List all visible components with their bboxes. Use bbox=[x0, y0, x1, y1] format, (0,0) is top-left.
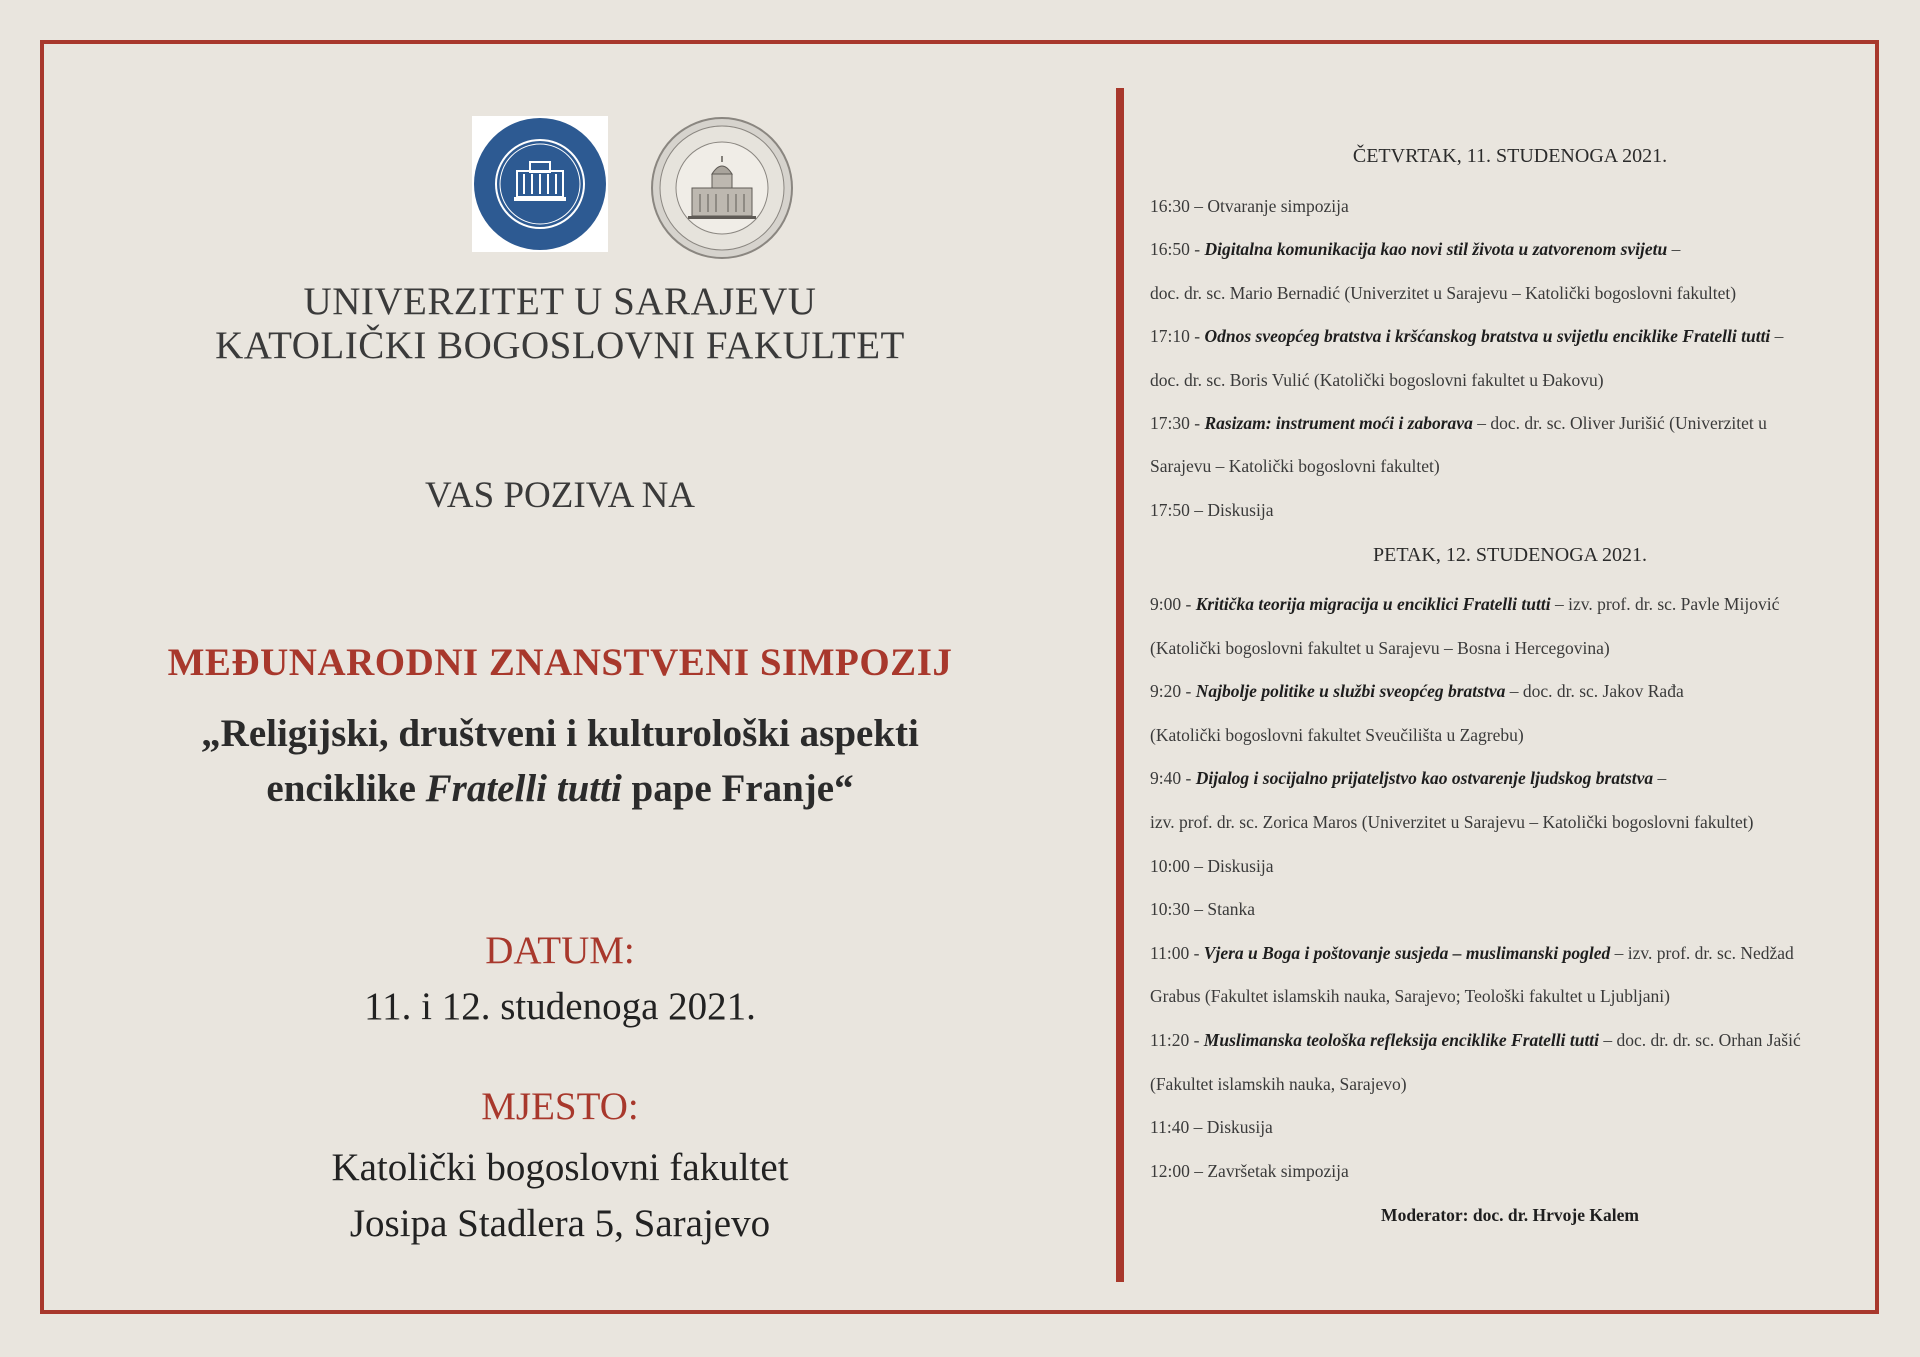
line-speaker: – izv. prof. dr. sc. Pavle Mijović bbox=[1550, 594, 1780, 614]
subtitle-post: pape Franje“ bbox=[621, 767, 854, 810]
line-text: 11:20 - bbox=[1150, 1030, 1204, 1050]
line-text: 16:50 - bbox=[1150, 239, 1205, 260]
line-text: Grabus (Fakultet islamskih nauka, Sarajevo; Teološki fakultet u Ljubljani) bbox=[1150, 986, 1670, 1007]
faculty-line: KATOLIČKI BOGOSLOVNI FAKULTET bbox=[215, 324, 905, 367]
talk-title: Dijalog i socijalno prijateljstvo kao ostvarenje ljudskog bratstva bbox=[1195, 768, 1654, 789]
university-line: UNIVERZITET U SARAJEVU bbox=[303, 280, 817, 323]
program-line bbox=[1150, 768, 1666, 789]
talk-title: Digitalna komunikacija kao novi stil života u zatvorenom svijetu bbox=[1204, 239, 1668, 260]
line-text: Sarajevu – Katolički bogoslovni fakultet) bbox=[1150, 456, 1440, 477]
talk-title: Kritička teorija migracija u enciklici Fratelli tutti bbox=[1195, 594, 1551, 614]
line-text: 17:10 - bbox=[1150, 326, 1205, 347]
program-line bbox=[1150, 1117, 1273, 1138]
talk-title: Odnos sveopćeg bratstva i kršćanskog bratstva u svijetlu enciklike Fratelli tutti bbox=[1204, 326, 1771, 347]
line-text: 16:30 – Otvaranje simpozija bbox=[1150, 196, 1349, 216]
day2-heading: PETAK, 12. STUDENOGA 2021. bbox=[1373, 544, 1647, 566]
line-speaker: – doc. dr. sc. Oliver Jurišić (Univerzitet u bbox=[1472, 413, 1767, 433]
place-value bbox=[60, 1140, 1060, 1252]
line-text: izv. prof. dr. sc. Zorica Maros (Univerzitet u Sarajevu – Katolički bogoslovni fakultet) bbox=[1150, 812, 1754, 832]
faculty-logo bbox=[650, 116, 795, 261]
day1-heading: ČETVRTAK, 11. STUDENOGA 2021. bbox=[1352, 145, 1668, 167]
subtitle-line-1: „Religijski, društveni i kulturološki aspekti bbox=[201, 712, 919, 755]
program-line bbox=[1150, 594, 1779, 615]
program-line bbox=[1150, 986, 1670, 1007]
line-speaker: – bbox=[1667, 239, 1681, 260]
line-text: (Fakultet islamskih nauka, Sarajevo) bbox=[1150, 1073, 1407, 1094]
place-line-1: Katolički bogoslovni fakultet bbox=[331, 1146, 789, 1189]
institution-name bbox=[60, 280, 1060, 368]
line-text: 12:00 – Završetak simpozija bbox=[1150, 1160, 1349, 1181]
program-line bbox=[1150, 681, 1684, 702]
program-line bbox=[1150, 1161, 1349, 1182]
line-text: 9:20 - bbox=[1150, 681, 1196, 702]
place-line-2: Josipa Stadlera 5, Sarajevo bbox=[349, 1202, 771, 1245]
program-line bbox=[1150, 283, 1736, 304]
subtitle-line-2 bbox=[60, 761, 1060, 816]
subtitle-pre: enciklike bbox=[266, 767, 426, 810]
line-text: 9:00 - bbox=[1150, 594, 1196, 614]
line-speaker: – bbox=[1770, 326, 1784, 347]
program-line bbox=[1150, 856, 1273, 877]
place-label: MJESTO: bbox=[481, 1085, 639, 1128]
program-line bbox=[1150, 326, 1783, 347]
date-label: DATUM: bbox=[485, 929, 635, 972]
line-text: 11:40 – Diskusija bbox=[1150, 1117, 1273, 1138]
line-text: 10:00 – Diskusija bbox=[1150, 855, 1274, 876]
line-text: 17:50 – Diskusija bbox=[1150, 499, 1274, 520]
talk-title: Vjera u Boga i poštovanje susjeda – muslimanski pogled bbox=[1203, 942, 1611, 963]
line-text: 17:30 - bbox=[1150, 413, 1205, 433]
program-line bbox=[1150, 1074, 1407, 1095]
program-line bbox=[1150, 500, 1273, 521]
line-text: 10:30 – Stanka bbox=[1150, 899, 1255, 920]
program-line bbox=[1150, 725, 1524, 746]
program-line bbox=[1150, 239, 1680, 260]
line-text: doc. dr. sc. Boris Vulić (Katolički bogoslovni fakultet u Đakovu) bbox=[1150, 369, 1604, 390]
line-text: doc. dr. sc. Mario Bernadić (Univerzitet u Sarajevu – Katolički bogoslovni fakultet) bbox=[1150, 282, 1737, 303]
program-line bbox=[1150, 943, 1794, 964]
program-line bbox=[1150, 196, 1349, 217]
university-logo bbox=[472, 116, 608, 252]
program-line bbox=[1150, 370, 1604, 391]
line-speaker: – bbox=[1653, 768, 1667, 789]
invites-text: VAS POZIVA NA bbox=[424, 475, 696, 516]
line-speaker: – izv. prof. dr. sc. Nedžad bbox=[1610, 942, 1794, 963]
symposium-subtitle bbox=[60, 706, 1060, 816]
line-speaker: – doc. dr. dr. sc. Orhan Jašić bbox=[1599, 1030, 1801, 1050]
moderator: Moderator: doc. dr. Hrvoje Kalem bbox=[1381, 1205, 1639, 1225]
logos bbox=[410, 116, 860, 261]
talk-title: Rasizam: instrument moći i zaborava bbox=[1204, 413, 1473, 433]
talk-title: Najbolje politike u službi sveopćeg bratstva bbox=[1195, 681, 1506, 702]
talk-title: Muslimanska teološka refleksija enciklike Fratelli tutti bbox=[1203, 1030, 1600, 1050]
subtitle-italic: Fratelli tutti bbox=[425, 767, 622, 810]
program-line bbox=[1150, 413, 1767, 434]
date-value: 11. i 12. studenoga 2021. bbox=[364, 985, 756, 1028]
line-text: 9:40 - bbox=[1150, 768, 1196, 789]
symposium-title: MEĐUNARODNI ZNANSTVENI SIMPOZIJ bbox=[167, 641, 953, 684]
program-line bbox=[1150, 456, 1440, 477]
program-line bbox=[1150, 638, 1610, 659]
line-text: 11:00 - bbox=[1150, 942, 1204, 963]
program-line bbox=[1150, 812, 1753, 833]
line-text: (Katolički bogoslovni fakultet u Sarajevu – Bosna i Hercegovina) bbox=[1150, 637, 1610, 658]
line-speaker: – doc. dr. sc. Jakov Rađa bbox=[1505, 681, 1684, 702]
program-line bbox=[1150, 899, 1255, 920]
line-text: (Katolički bogoslovni fakultet Sveučilišta u Zagrebu) bbox=[1150, 724, 1524, 745]
column-divider bbox=[1116, 88, 1124, 1282]
program-line bbox=[1150, 1030, 1801, 1051]
